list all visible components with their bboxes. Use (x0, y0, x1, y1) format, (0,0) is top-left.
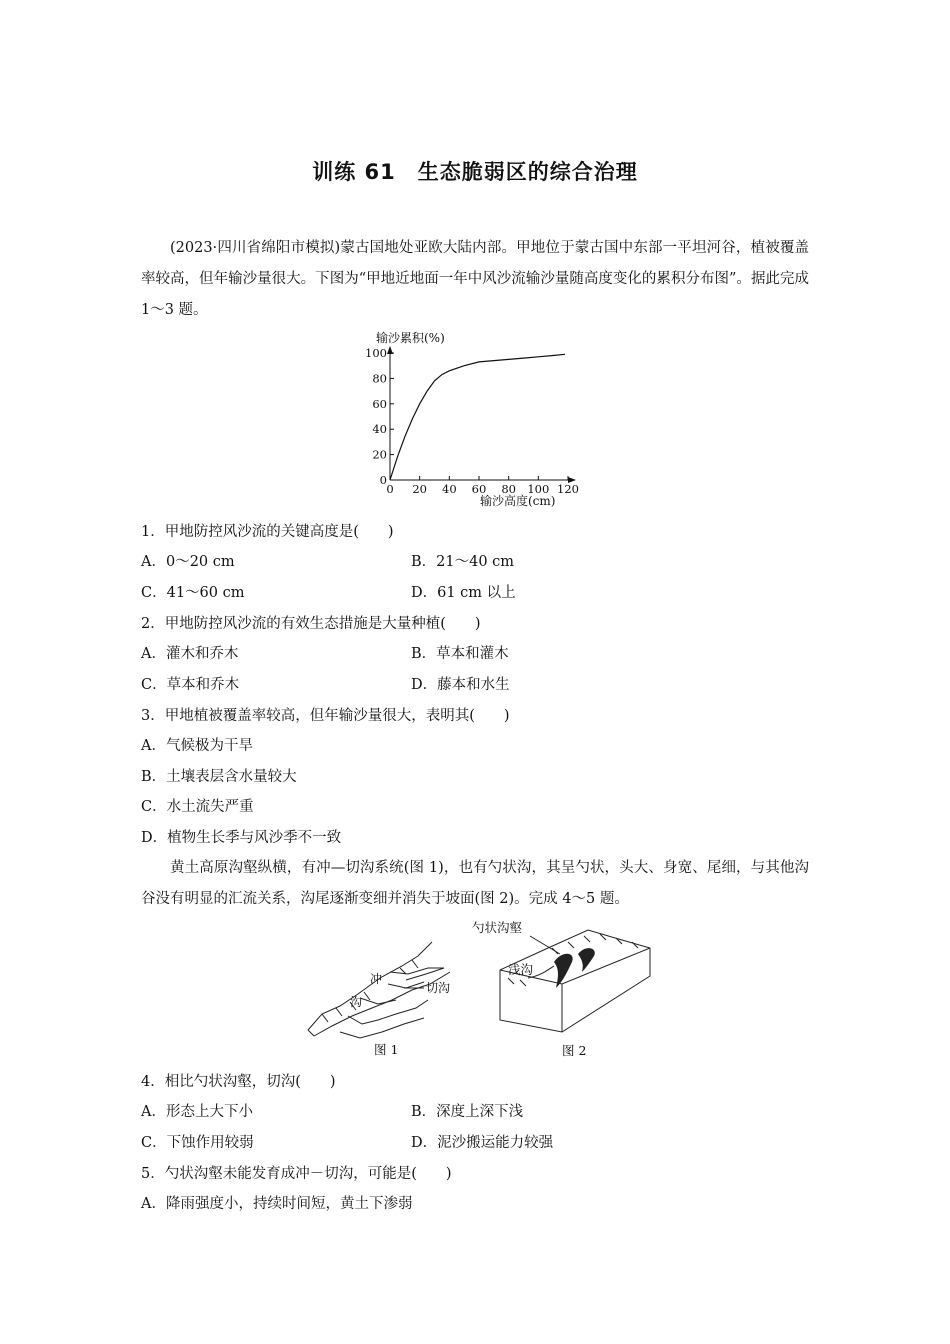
intro-paragraph-1: (2023·四川省绵阳市模拟)蒙古国地处亚欧大陆内部。甲地位于蒙古国中东部一平坦河谷，植被覆盖率较高，但年输沙量很大。下图为“甲地近地面一年中风沙流输沙量随高度变化的累积分布图”。据此完成 1～3 题。 (141, 240, 809, 318)
chart-ytick-label: 20 (372, 447, 387, 462)
fig1-label-gou: 沟 (350, 995, 363, 1009)
fig1-caption: 图 1 (374, 1042, 399, 1057)
chart-ytick-label: 40 (372, 422, 387, 437)
q3-option-b: B．土壤表层含水量较大 (141, 769, 297, 785)
chart-ytick-label: 0 (379, 473, 387, 487)
chart-series-line (390, 354, 565, 480)
q1-option-c: C．41～60 cm (141, 585, 245, 601)
chart-xtick-label: 80 (501, 482, 516, 496)
fig2-label-qiangou: 浅沟 (508, 962, 534, 977)
page-title: 训练 61 生态脆弱区的综合治理 (312, 160, 638, 184)
q3-option-d: D．植物生长季与风沙季不一致 (141, 830, 342, 846)
figure-1-gully-system (300, 928, 480, 1063)
q1-option-b: B．21～40 cm (411, 554, 515, 570)
chart-ylabel: 输沙累积(%) (376, 331, 445, 345)
q4-option-b: B．深度上深下浅 (411, 1104, 524, 1120)
chart-ytick-label: 60 (372, 396, 387, 411)
fig2-spoon-gully-2 (578, 948, 595, 972)
q3-option-c: C．水土流失严重 (141, 799, 254, 815)
chart-xtick-label: 40 (442, 482, 457, 496)
q2-option-a: A．灌木和乔木 (141, 646, 239, 662)
chart-xtick-label: 60 (471, 482, 487, 496)
q4-option-a: A．形态上大下小 (141, 1104, 253, 1120)
q2-option-b: B．草本和灌木 (411, 646, 509, 662)
fig2-label-shaozhuang: 勺状沟壑 (472, 920, 523, 935)
intro-paragraph-2: 黄土高原沟壑纵横，有冲—切沟系统(图 1)，也有勺状沟，其呈勺状，头大、身宽、尾细，与其他沟谷没有明显的汇流关系，沟尾逐渐变细并消失于坡面(图 2)。完成 4～5 题。 (141, 860, 809, 907)
chart-xtick-label: 120 (557, 482, 579, 496)
fig1-label-chong: 冲 (370, 972, 383, 986)
chart-xtick-label: 0 (386, 482, 394, 496)
q3-option-a: A．气候极为干旱 (141, 738, 253, 754)
q2-option-c: C．草本和乔木 (141, 677, 240, 693)
q1-option-d: D．61 cm 以上 (411, 585, 516, 601)
q3-stem: 3．甲地植被覆盖率较高，但年输沙量很大，表明其( ) (141, 708, 510, 724)
chart-ytick-label: 100 (365, 346, 387, 360)
chart-xtick-label: 20 (412, 482, 427, 496)
fig2-caption: 图 2 (562, 1043, 587, 1058)
q2-option-d: D．藤本和水生 (411, 677, 510, 693)
q4-option-d: D．泥沙搬运能力较强 (411, 1135, 554, 1151)
q1-option-a: A．0～20 cm (141, 554, 235, 570)
sand-transport-chart (360, 328, 600, 512)
chart-xtick-label: 100 (527, 482, 550, 496)
figure-2-spoon-gully (472, 918, 662, 1063)
chart-ytick-label: 80 (372, 371, 387, 386)
chart-xlabel: 输沙高度(cm) (480, 494, 556, 508)
fig1-label-qiegou: 切沟 (426, 981, 451, 995)
q4-stem: 4．相比勺状沟壑，切沟( ) (141, 1074, 336, 1090)
q1-stem: 1．甲地防控风沙流的关键高度是( ) (141, 524, 394, 540)
q4-option-c: C．下蚀作用较弱 (141, 1135, 254, 1151)
q5-stem: 5．勺状沟壑未能发育成冲－切沟，可能是( ) (141, 1166, 452, 1182)
q5-option-a: A．降雨强度小，持续时间短，黄土下渗弱 (141, 1196, 413, 1212)
q2-stem: 2．甲地防控风沙流的有效生态措施是大量种植( ) (141, 616, 481, 632)
